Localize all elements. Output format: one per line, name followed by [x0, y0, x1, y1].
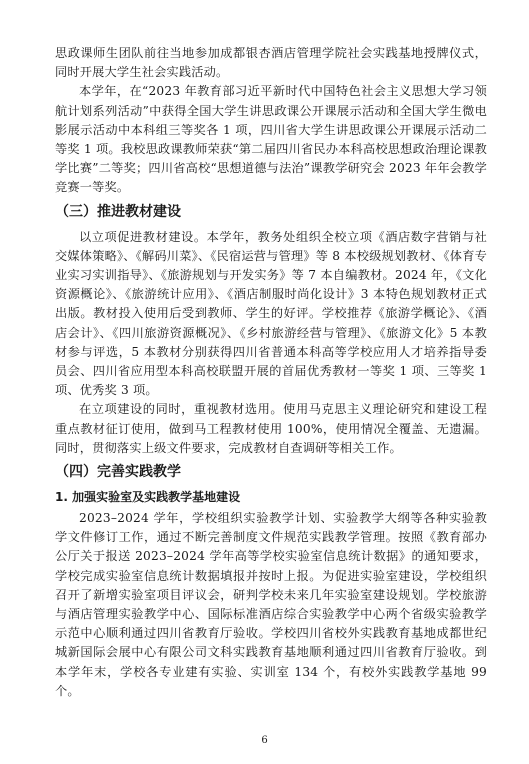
paragraph-textbook-selection: 在立项建设的同时，重视教材选用。使用马克思主义理论研究和建设工程重点教材征订使用，做到马工程教材使用 100%，使用情况全覆盖、无遗漏。同时，贯彻落实上级文件要求，完成教材自查调研等相关工作。	[55, 402, 487, 455]
paragraph-social-practice: 思政课师生团队前往当地参加成都银杏酒店管理学院社会实践基地授牌仪式，同时开展大学生社会实践活动。	[55, 46, 487, 80]
section-heading-practice: （四）完善实践教学	[55, 464, 181, 481]
paragraph-lab-construction: 2023–2024 学年，学校组织实验教学计划、实验教学大纲等各种实验教学文件修订工作，通过不断完善制度文件规范实践教学管理。按照《教育部办公厅关于报送 2023–2024 学年高等学校实验室信息统计数据》的通知要求，学校完成实验室信息统计数据填报并按时上报。为促进实验室建设，学校组织召开了新增实验室项目评议会，研判学校未来几年实验室建设规划。学校旅游与酒店管理实验教学中心、国际标准酒店综合实验教学中心两个省级实验教学示范中心顺利通过四川省教育厅验收。学校四川省校外实践教育基地成都世纪城新国际会展中心有限公司文科实践教育基地顺利通过四川省教育厅验收。到本学年末，学校各专业建有实验、实训室 134 个，有校外实践教学基地 99 个。	[55, 511, 487, 698]
page-number: 6	[261, 735, 268, 746]
paragraph-textbook-projects: 以立项促进教材建设。本学年，教务处组织全校立项《酒店数字营销与社交媒体策略》、《解码川菜》、《民宿运营与管理》等 8 本校级规划教材、《体育专业实习实训指导》、《旅游规划与开发实务》等 7 本自编教材。2024 年，《文化资源概论》、《旅游统计应用》、《酒店制服时尚化设计》3 本特色规划教材正式出版。教材投入使用后受到教师、学生的好评。学校推荐《旅游学概论》、《酒店会计》、《四川旅游资源概况》、《乡村旅游经营与管理》、《旅游文化》5 本教材参与评选，5 本教材分别获得四川省普通本科高等学校应用人才培养指导委员会、四川省应用型本科高校联盟开展的首届优秀教材一等奖 1 项、三等奖 1 项、优秀奖 3 项。	[55, 229, 487, 398]
paragraph-awards: 本学年，在“2023 年教育部习近平新时代中国特色社会主义思想大学习领航计划系列活动”中获得全国大学生讲思政课公开课展示活动和全国大学生微电影展示活动中本科组三等奖各 1 项，四川省大学生讲思政课公开课展示活动二等奖 1 项。我校思政课教师荣获“第二届四川省民办本科高校思想政治理论课教学比赛”二等奖；四川省高校“思想道德与法治”课教学研究会 2023 年年会教学竞赛一等奖。	[55, 84, 487, 195]
page-content	[55, 44, 487, 701]
section-heading-textbook: （三）推进教材建设	[55, 203, 181, 220]
subsection-heading-lab: 1. 加强实验室及实践教学基地建设	[55, 490, 241, 505]
